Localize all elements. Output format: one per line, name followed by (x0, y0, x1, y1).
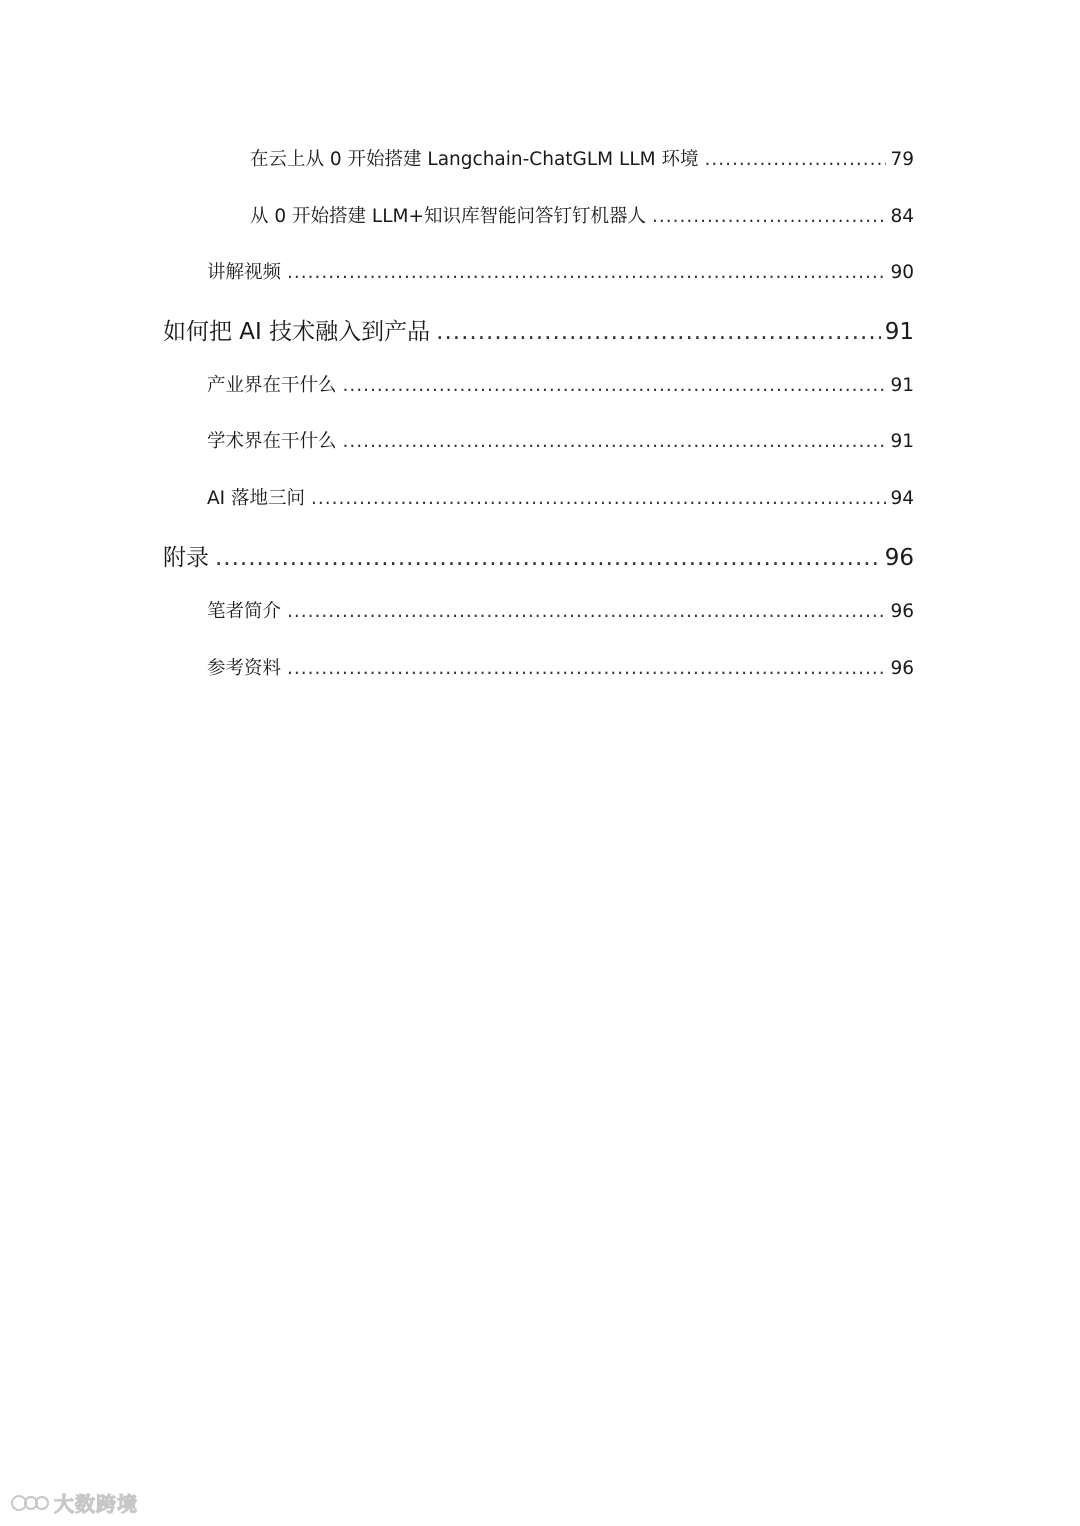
watermark (10, 1488, 138, 1517)
toc-entry-industry[interactable] (207, 371, 914, 397)
toc-page-number: 91 (890, 431, 914, 452)
toc-dot-leader (343, 431, 887, 452)
toc-entry-references[interactable] (207, 654, 914, 680)
toc-dot-leader (311, 488, 886, 509)
toc-entry-ai-three-questions[interactable] (207, 484, 914, 510)
toc-page-number: 84 (890, 206, 914, 227)
toc-dot-leader (704, 149, 886, 170)
toc-dot-leader (287, 262, 886, 283)
toc-entry-dingtalk-bot[interactable] (250, 202, 914, 228)
watermark-text: 大数跨境 (54, 1492, 138, 1516)
toc-entry-title: 产业界在干什么 (207, 375, 337, 396)
toc-entry-title: 在云上从 0 开始搭建 Langchain-ChatGLM LLM 环境 (250, 149, 699, 170)
toc-dot-leader (287, 658, 886, 679)
toc-chapter-appendix[interactable] (163, 539, 914, 572)
toc-page-number: 96 (890, 658, 914, 679)
toc-dot-leader (436, 319, 881, 345)
toc-entry-langchain-env[interactable] (250, 145, 914, 171)
toc-page-number: 96 (884, 545, 914, 571)
toc-entry-title: 学术界在干什么 (207, 431, 337, 452)
toc-page-number: 91 (890, 375, 914, 396)
toc-entry-title: 参考资料 (207, 658, 282, 679)
toc-entry-video[interactable] (207, 258, 914, 284)
toc-entry-title: 从 0 开始搭建 LLM+知识库智能问答钉钉机器人 (250, 206, 646, 227)
toc-page-number: 79 (890, 149, 914, 170)
toc-page-number: 90 (890, 262, 914, 283)
toc-page-number: 91 (884, 319, 914, 345)
toc-dot-leader (215, 545, 881, 571)
toc-entry-title: AI 落地三问 (207, 488, 305, 509)
toc-entry-author-bio[interactable] (207, 597, 914, 623)
toc-page-number: 94 (890, 488, 914, 509)
toc-entry-academia[interactable] (207, 427, 914, 453)
toc-dot-leader (287, 601, 886, 622)
brand-logo-icon (10, 1492, 50, 1514)
toc-dot-leader (343, 375, 887, 396)
toc-entry-title: 讲解视频 (207, 262, 282, 283)
toc-chapter-ai-product[interactable] (163, 313, 914, 346)
toc-entry-title: 如何把 AI 技术融入到产品 (163, 319, 431, 345)
toc-dot-leader (652, 206, 886, 227)
toc-entry-title: 笔者简介 (207, 601, 282, 622)
toc-page-number: 96 (890, 601, 914, 622)
toc-entry-title: 附录 (163, 545, 209, 571)
